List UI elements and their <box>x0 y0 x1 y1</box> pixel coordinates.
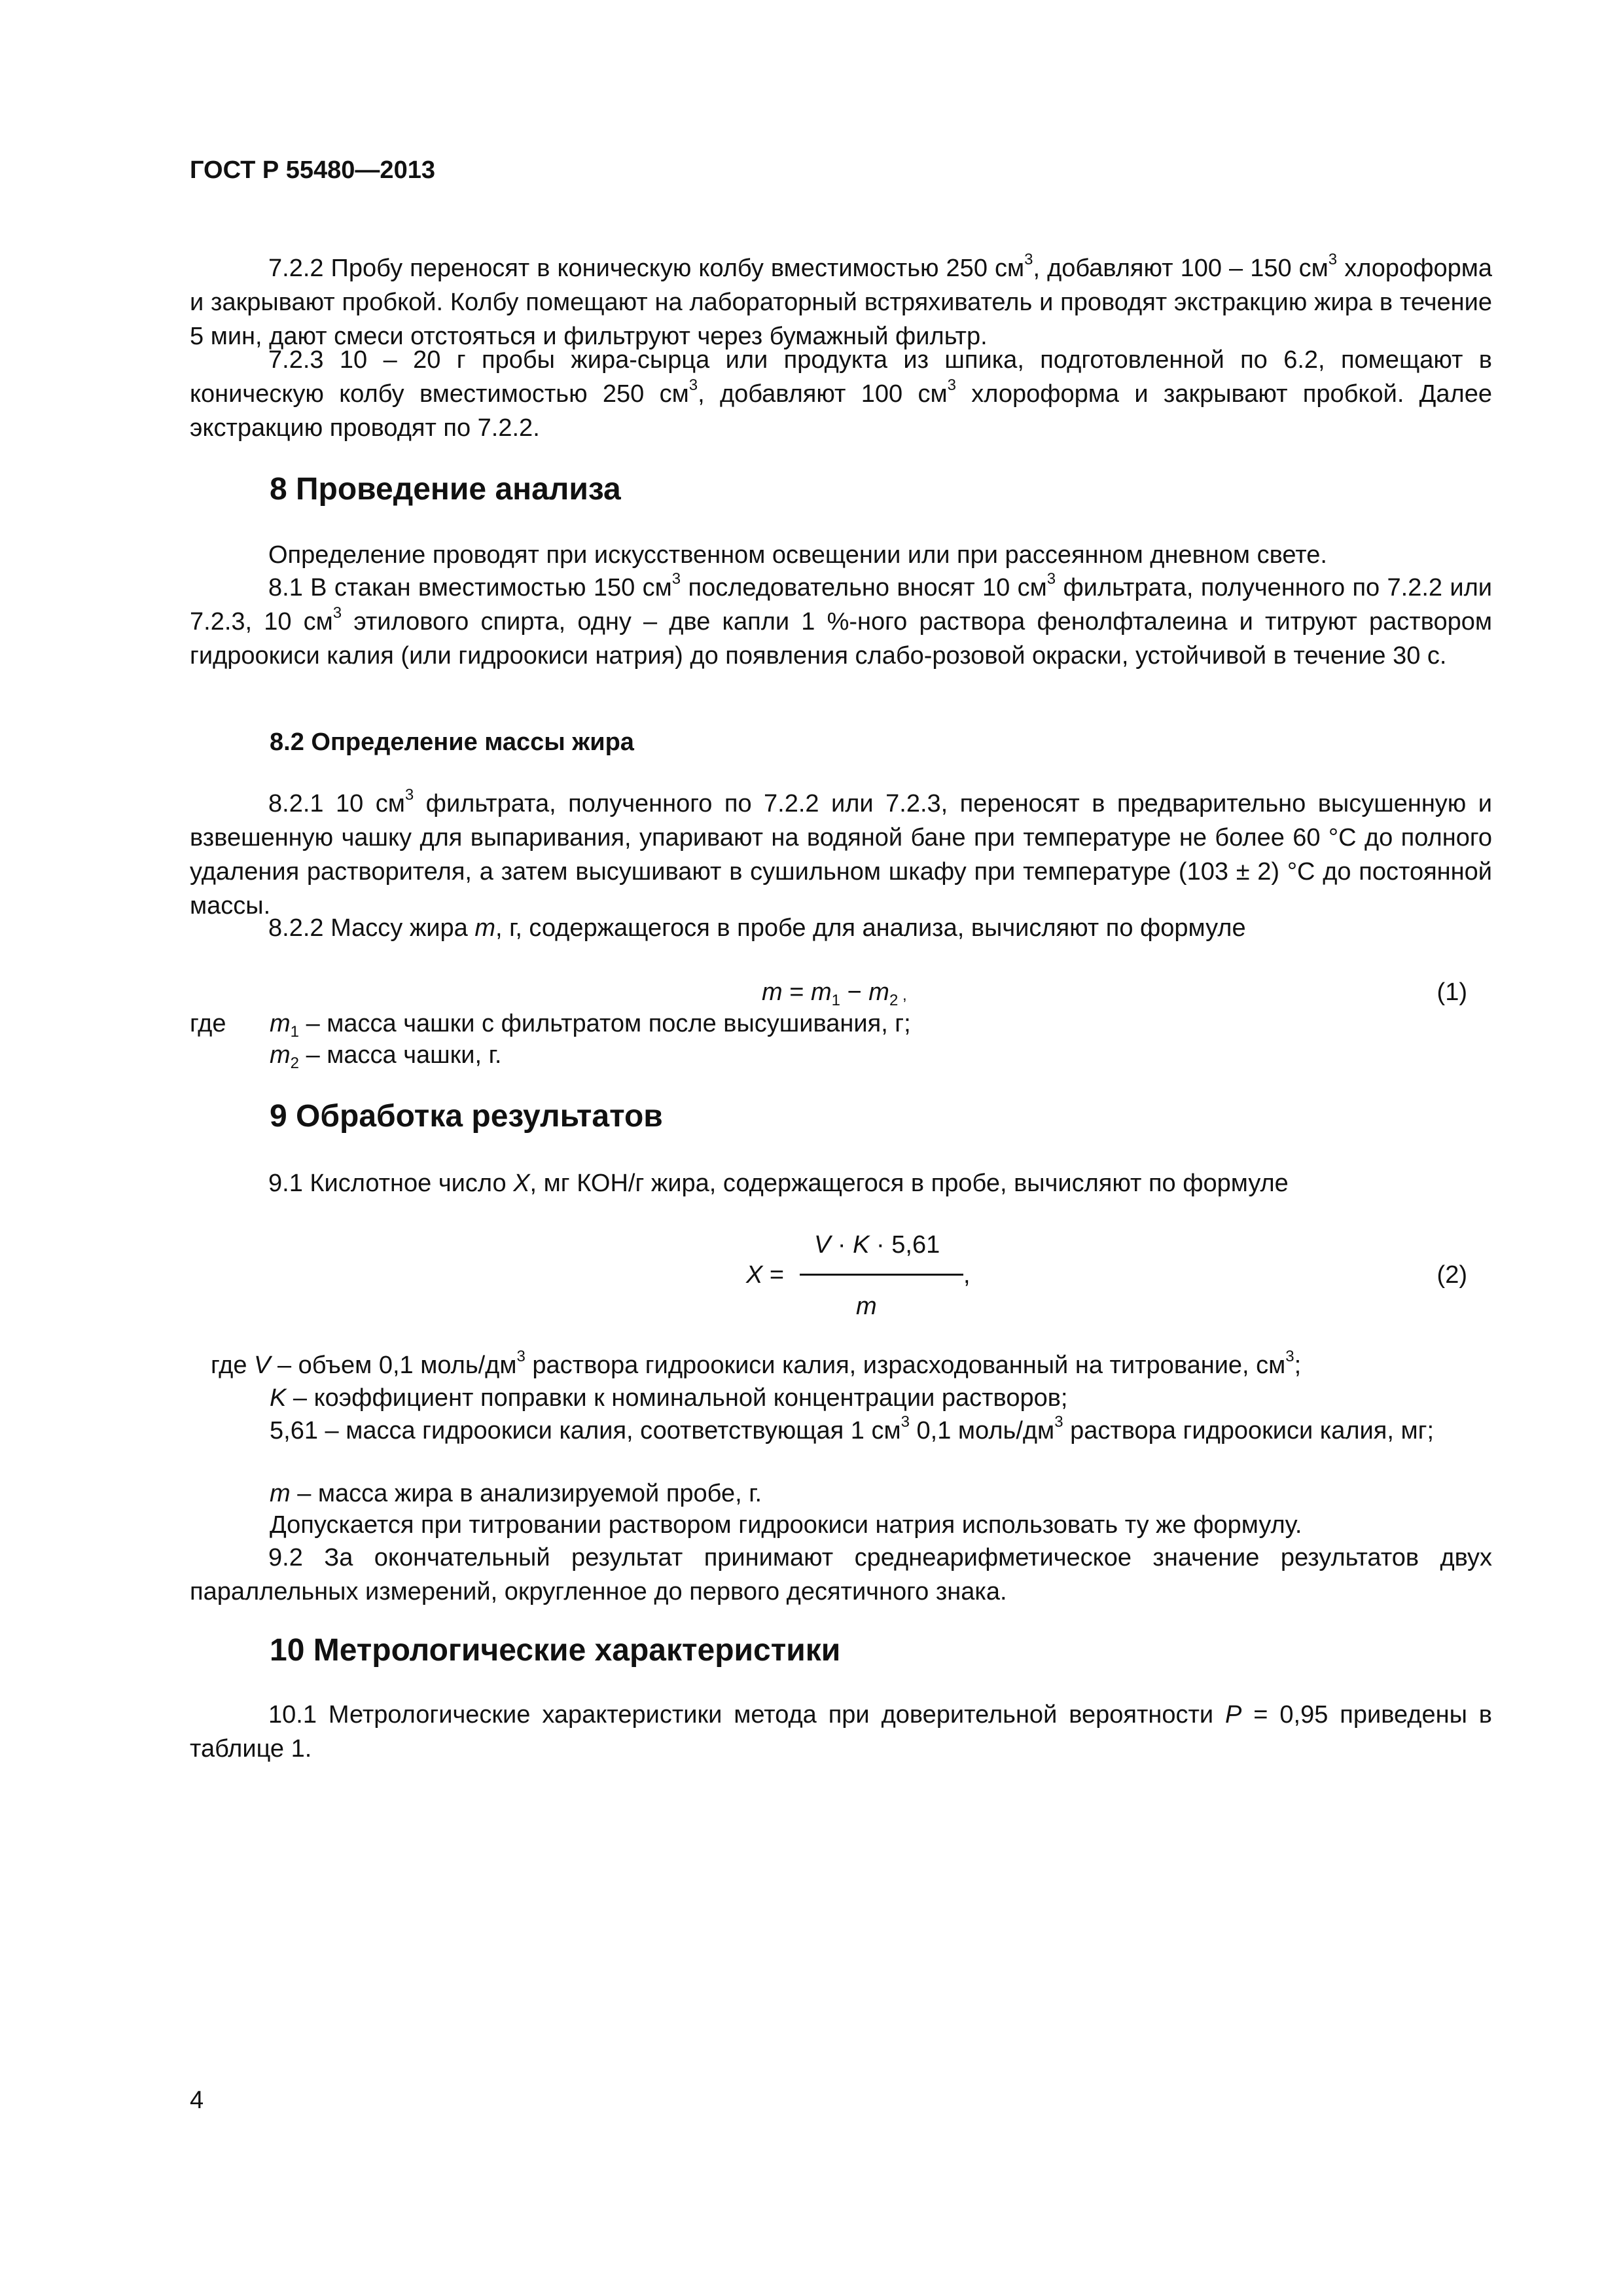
formula-2-number: (2) <box>1436 1261 1467 1289</box>
paragraph-8-2-1: 8.2.1 10 $см^3$ фильтрата, полученного по 7.2.2 или 7.2.3, переносят в предварительно высушенную и взвешенную чашку для выпаривания, упаривают на водяной бане при температуре не более 60 °С до полного удаления растворителя, а затем высушивают в сушильном шкафу при температуре (103 ± 2) °С до постоянной массы. <box>190 786 1493 920</box>
formula-2-denominator: m <box>856 1293 877 1320</box>
paragraph-7-2-2: 7.2.2 Пробу переносят в коническую колбу вместимостью 250 $см^3$, добавляют 100 – 150 $см^3$ хлороформа и закрывают пробкой. Колбу помещают на лабораторный встряхиватель и проводят экстракцию жира в течение 5 мин, дают смеси отстояться и фильтруют через бумажный фильтр. <box>190 251 1492 350</box>
section-8-heading: 8 Проведение анализа <box>270 472 621 507</box>
paragraph-10-1: 10.1 Метрологические характеристики метода при доверительной вероятности P = 0,95 приведены в таблице 1. <box>190 1701 1492 1763</box>
paragraph-8-2-2: 8.2.2 Массу жира m, г, содержащегося в пробе для анализа, вычисляют по формуле <box>268 914 1246 942</box>
where-m: m – масса жира в анализируемой пробе, г. <box>270 1480 762 1507</box>
document-header: ГОСТ Р 55480—2013 <box>190 156 435 184</box>
page-number: 4 <box>190 2087 204 2114</box>
formula-1: $m = m_1 - m_2$ , <box>762 978 907 1009</box>
where-label-1: где <box>190 1010 226 1037</box>
paragraph-9-1: 9.1 Кислотное число X, мг КОН/г жира, содержащегося в пробе, вычисляют по формуле <box>268 1170 1289 1197</box>
where-k: K – коэффициент поправки к номинальной концентрации растворов; <box>270 1384 1068 1412</box>
paragraph-9-2: 9.2 За окончательный результат принимают среднеарифметическое значение результатов двух параллельных измерений, округленное до первого десятичного знака. <box>190 1544 1492 1605</box>
section-9-heading: 9 Обработка результатов <box>270 1099 663 1134</box>
formula-2-lhs: X = <box>746 1261 785 1289</box>
formula-2-comma: , <box>963 1261 971 1289</box>
subsection-8-2-heading: 8.2 Определение массы жира <box>270 728 634 756</box>
formula-1-number: (1) <box>1436 978 1467 1006</box>
paragraph-8-1: 8.1 В стакан вместимостью 150 $см^3$ последовательно вносят 10 $см^3$ фильтрата, полученного по 7.2.2 или 7.2.3, 10 $см^3$ этилового спирта, одну – две капли 1 %-ного раствора фенолфталеина и титруют раствором гидроокиси калия (или гидроокиси натрия) до появления слабо-розовой окраски, устойчивой в течение 30 с. <box>190 570 1493 670</box>
section-10-heading: 10 Метрологические характеристики <box>270 1633 841 1668</box>
where-561: 5,61 – масса гидроокиси калия, соответствующая 1 $см^3$ 0,1 моль/$дм^3$ раствора гидроокиси калия, мг; <box>270 1413 1435 1444</box>
where-m2: $m_2$ – масса чашки, г. <box>270 1041 502 1072</box>
section-8-intro: Определение проводят при искусственном освещении или при рассеянном дневном свете. <box>268 541 1327 569</box>
where-v: где V – объем 0,1 моль/$дм^3$ раствора гидроокиси калия, израсходованный на титрование, $см^3$; <box>211 1348 1302 1379</box>
formula-2-fraction-line <box>800 1274 963 1276</box>
paragraph-7-2-3: 7.2.3 10 – 20 г пробы жира-сырца или продукта из шпика, подготовленной по 6.2, помещают в коническую колбу вместимостью 250 $см^3$, добавляют 100 $см^3$ хлороформа и закрывают пробкой. Далее экстракцию проводят по 7.2.2. <box>190 346 1492 442</box>
note-sodium-hydroxide: Допускается при титровании раствором гидроокиси натрия использовать ту же формулу. <box>270 1511 1302 1539</box>
formula-2-numerator: V · K · 5,61 <box>814 1231 940 1259</box>
where-m1: $m_1$ – масса чашки с фильтратом после высушивания, г; <box>270 1010 911 1041</box>
